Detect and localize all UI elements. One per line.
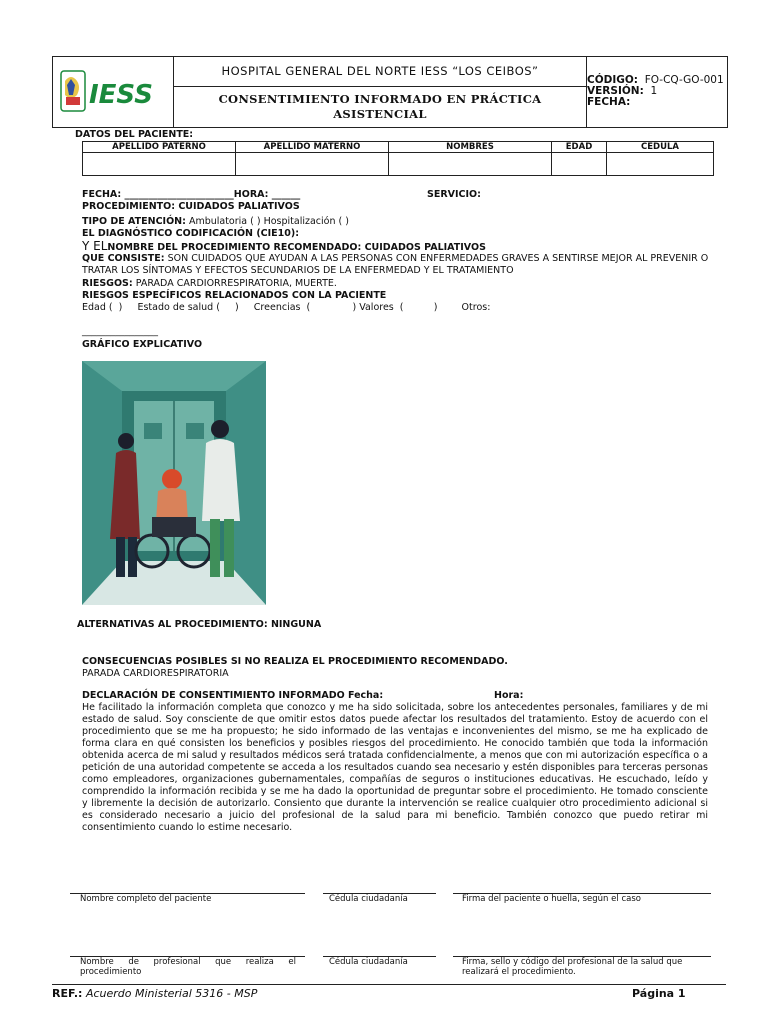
nombre-procedimiento-line (82, 240, 486, 254)
col-edad: EDAD (552, 142, 607, 153)
patient-section-title: DATOS DEL PACIENTE: (75, 129, 194, 140)
page-number: Página 1 (632, 987, 686, 1000)
que-consiste-text: SON CUIDADOS QUE AYUDAN A LAS PERSONAS CON ENFERMEDADES GRAVES A SENTIRSE MEJOR AL PREVENIR O TRATAR LOS SÍNTOMAS Y EFECTOS SECUNDARIOS DE LA ENFERMEDAD Y EL TRATAMIENTO (82, 253, 709, 276)
patient-table (82, 141, 714, 176)
col-apellido-paterno: APELLIDO PATERNO (83, 142, 236, 153)
fecha-hora-line: FECHA: _______________________HORA: ______ (82, 189, 301, 200)
field-cedula[interactable] (607, 153, 714, 176)
ref-text: Acuerdo Ministerial 5316 - MSP (82, 987, 258, 1000)
nombre-prefix: Y EL (82, 239, 108, 253)
blank-line: ________________ (82, 326, 158, 337)
diagnostico-line: EL DIAGNÓSTICO CODIFICACIÓN (CIE10): (82, 228, 300, 239)
sig-label-nombre-paciente: Nombre completo del paciente (80, 894, 212, 904)
sig-label-cedula-1: Cédula ciudadanía (329, 894, 408, 904)
sig-label-cedula-2: Cédula ciudadanía (329, 957, 408, 967)
riesgos-line (82, 278, 337, 290)
iess-logo (53, 57, 174, 127)
que-consiste-label: QUE CONSISTE: (82, 253, 165, 264)
document-meta (587, 75, 727, 108)
declaracion-hora: Hora: (494, 690, 524, 701)
iess-logo-icon (53, 57, 173, 127)
codigo-label: CÓDIGO: (587, 74, 638, 86)
tipo-label: TIPO DE ATENCIÓN: (82, 216, 186, 227)
header-title-block (174, 57, 587, 127)
col-cedula: CEDULA (607, 142, 714, 153)
servicio-label: SERVICIO: (427, 189, 481, 200)
declaracion-title: DECLARACIÓN DE CONSENTIMIENTO INFORMADO Fecha: (82, 690, 384, 701)
consecuencias-text: PARADA CARDIORESPIRATORIA (82, 668, 229, 679)
que-consiste-block (82, 253, 714, 277)
codigo-value: FO-CQ-GO-001 (644, 74, 724, 86)
tipo-options: Ambulatoria ( ) Hospitalización ( ) (185, 216, 349, 227)
field-apellido-paterno[interactable] (83, 153, 236, 176)
hospital-illustration (82, 361, 266, 605)
version-value: 1 (650, 85, 658, 97)
footer-ref (52, 987, 257, 1000)
riesgos-label: RIESGOS: (82, 278, 133, 289)
sig-label-nombre-profesional: Nombre de profesional que realiza el procedimiento (80, 957, 296, 977)
title-line-1: CONSENTIMIENTO INFORMADO EN PRÁCTICA (218, 92, 542, 106)
sig-label-firma-paciente: Firma del paciente o huella, según el caso (462, 894, 641, 904)
tipo-atencion-line (82, 216, 349, 228)
field-apellido-materno[interactable] (236, 153, 389, 176)
field-edad[interactable] (552, 153, 607, 176)
title-line-2: ASISTENCIAL (333, 107, 427, 121)
fecha-label: FECHA: (587, 96, 631, 108)
hospital-name: HOSPITAL GENERAL DEL NORTE IESS “LOS CEIBOS” (174, 57, 586, 87)
logo-text: IESS (89, 80, 153, 110)
ref-label: REF.: (52, 987, 83, 1000)
field-nombres[interactable] (389, 153, 552, 176)
document-title (174, 87, 586, 122)
header-box (52, 56, 728, 128)
wheelchair-illustration-icon (82, 361, 266, 605)
riesgos-especificos-title: RIESGOS ESPECÍFICOS RELACIONADOS CON LA PACIENTE (82, 290, 387, 301)
version-label: VERSIÓN: (587, 85, 644, 97)
alternativas-line: ALTERNATIVAS AL PROCEDIMIENTO: NINGUNA (77, 619, 322, 630)
nombre-rest: NOMBRE DEL PROCEDIMIENTO RECOMENDADO: CUIDADOS PALIATIVOS (107, 242, 486, 253)
grafico-title: GRÁFICO EXPLICATIVO (82, 339, 203, 350)
procedimiento-line: PROCEDIMIENTO: CUIDADOS PALIATIVOS (82, 201, 300, 212)
declaracion-text: He facilitado la información completa que conozco y me ha sido solicitada, sobre los antecedentes personales, familiares y de mi estado de salud. Soy consciente de que omitir estos datos puede afectar los resultados del tratamiento. Estoy de acuerdo con el procedimiento que se me ha propuesto; he sido informado de las ventajas e inconvenientes del mismo, se me ha explicado de forma clara en qué consisten los beneficios y posibles riesgos del procedimiento. He conocido también que toda la información obtenida acerca de mi salud y resultados médicos será tratada confidencialmente, a menos que con mi autorización específica o a petición de una autoridad competente se acceda a los resultados cuando sea necesario y estén disponibles para terceras personas como empleadores, organizaciones gubernamentales, compañías de seguros o instituciones educativas. He escuchado, leído y comprendido la información recibida y se me ha dado la oportunidad de preguntar sobre el procedimiento. He tomado consciente y libremente la decisión de autorizarlo. Consiento que durante la intervención se realice cualquier otro procedimiento adicional si es considerado necesario a juicio del profesional de la salud para mi beneficio. También conozco que puedo retirar mi consentimiento cuando lo estime necesario. (82, 702, 708, 833)
col-nombres: NOMBRES (389, 142, 552, 153)
sig-label-firma-profesional: Firma, sello y código del profesional de la salud que realizará el procedimiento. (462, 957, 683, 977)
col-apellido-materno: APELLIDO MATERNO (236, 142, 389, 153)
consecuencias-title: CONSECUENCIAS POSIBLES SI NO REALIZA EL PROCEDIMIENTO RECOMENDADO. (82, 656, 508, 667)
riesgos-text: PARADA CARDIORRESPIRATORIA, MUERTE. (132, 278, 337, 289)
riesgos-options: Edad ( ) Estado de salud ( ) Creencias ( ) Valores ( ) Otros: (82, 302, 491, 313)
footer-divider (52, 984, 726, 985)
